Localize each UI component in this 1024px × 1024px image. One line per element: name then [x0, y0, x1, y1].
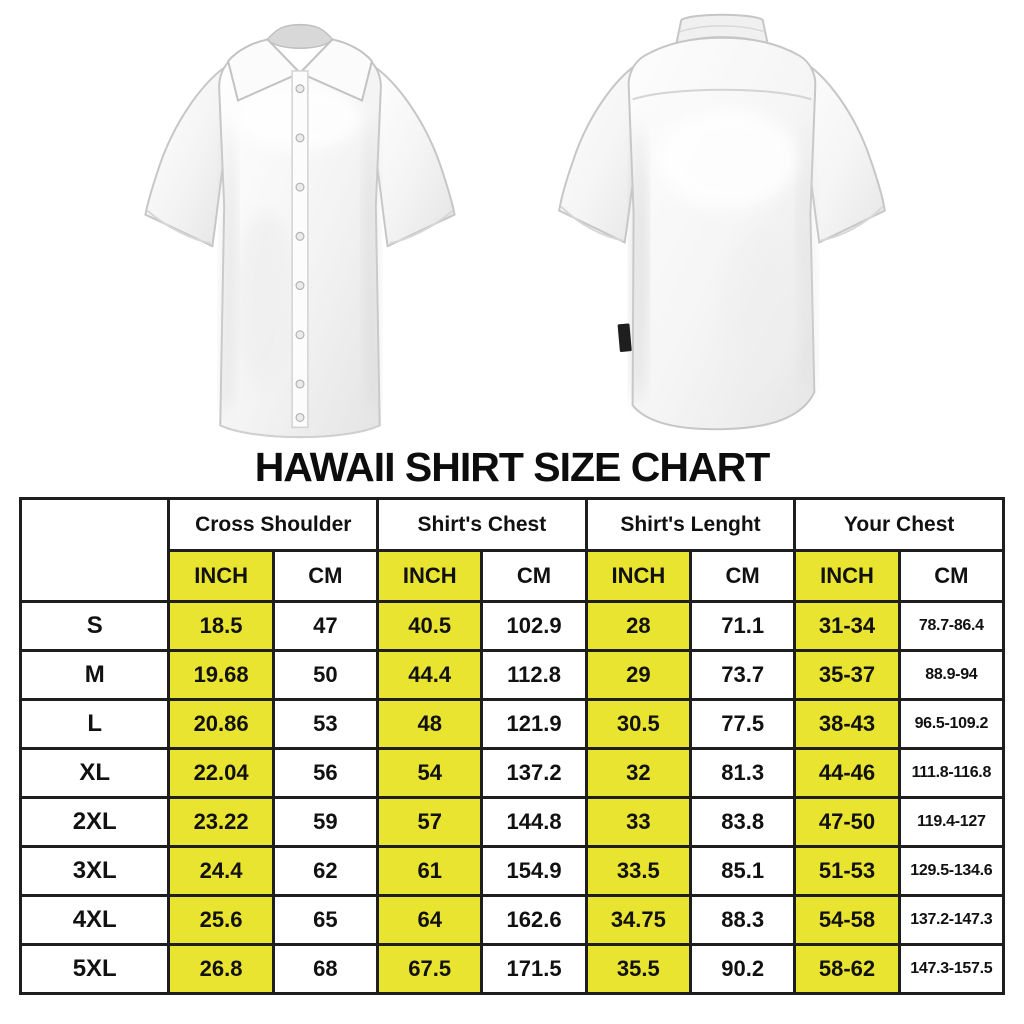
unit-header-cm-1: CM [482, 551, 586, 602]
group-header-row [21, 499, 1004, 551]
cm-value: 53 [273, 700, 377, 749]
inch-value: 19.68 [169, 651, 273, 700]
inch-value: 33 [586, 798, 690, 847]
cm-value: 171.5 [482, 945, 586, 994]
inch-value: 51-53 [795, 847, 899, 896]
unit-header-cm-2: CM [691, 551, 795, 602]
unit-header-inch-1: INCH [378, 551, 482, 602]
shirt-images [0, 0, 1024, 447]
inch-value: 57 [378, 798, 482, 847]
cm-value: 88.9-94 [899, 651, 1003, 700]
inch-value: 47-50 [795, 798, 899, 847]
group-header-cross-shoulder: Cross Shoulder [169, 499, 378, 551]
inch-value: 44-46 [795, 749, 899, 798]
cm-value: 78.7-86.4 [899, 602, 1003, 651]
shirt-back-image [532, 10, 912, 442]
cm-value: 129.5-134.6 [899, 847, 1003, 896]
size-label-3xl: 3XL [21, 847, 169, 896]
cm-value: 62 [273, 847, 377, 896]
size-row-m [21, 651, 1004, 700]
inch-value: 18.5 [169, 602, 273, 651]
size-row-2xl [21, 798, 1004, 847]
inch-value: 34.75 [586, 896, 690, 945]
cm-value: 144.8 [482, 798, 586, 847]
cm-value: 47 [273, 602, 377, 651]
size-row-3xl [21, 847, 1004, 896]
size-label-xl: XL [21, 749, 169, 798]
group-header-shirts-lenght: Shirt's Lenght [586, 499, 795, 551]
size-row-5xl [21, 945, 1004, 994]
group-header-your-chest: Your Chest [795, 499, 1004, 551]
cm-value: 77.5 [691, 700, 795, 749]
size-label-l: L [21, 700, 169, 749]
unit-header-cm-0: CM [273, 551, 377, 602]
cm-value: 119.4-127 [899, 798, 1003, 847]
cm-value: 121.9 [482, 700, 586, 749]
inch-value: 58-62 [795, 945, 899, 994]
cm-value: 147.3-157.5 [899, 945, 1003, 994]
cm-value: 111.8-116.8 [899, 749, 1003, 798]
inch-value: 38-43 [795, 700, 899, 749]
size-row-s [21, 602, 1004, 651]
cm-value: 83.8 [691, 798, 795, 847]
inch-value: 28 [586, 602, 690, 651]
inch-value: 33.5 [586, 847, 690, 896]
size-label-4xl: 4XL [21, 896, 169, 945]
inch-value: 67.5 [378, 945, 482, 994]
cm-value: 73.7 [691, 651, 795, 700]
cm-value: 50 [273, 651, 377, 700]
cm-value: 85.1 [691, 847, 795, 896]
inch-value: 23.22 [169, 798, 273, 847]
inch-value: 29 [586, 651, 690, 700]
unit-header-inch-3: INCH [795, 551, 899, 602]
size-label-s: S [21, 602, 169, 651]
inch-value: 22.04 [169, 749, 273, 798]
inch-value: 26.8 [169, 945, 273, 994]
corner-cell [21, 499, 169, 602]
size-label-2xl: 2XL [21, 798, 169, 847]
front-button-placket [292, 71, 308, 427]
cm-value: 88.3 [691, 896, 795, 945]
back-side-tag [618, 323, 632, 352]
inch-value: 31-34 [795, 602, 899, 651]
page-title: HAWAII SHIRT SIZE CHART [254, 444, 770, 490]
inch-value: 32 [586, 749, 690, 798]
inch-value: 44.4 [378, 651, 482, 700]
unit-header-inch-0: INCH [169, 551, 273, 602]
unit-header-inch-2: INCH [586, 551, 690, 602]
front-neck-opening [268, 25, 333, 49]
inch-value: 61 [378, 847, 482, 896]
size-row-xl [21, 749, 1004, 798]
cm-value: 96.5-109.2 [899, 700, 1003, 749]
inch-value: 35.5 [586, 945, 690, 994]
inch-value: 24.4 [169, 847, 273, 896]
size-label-m: M [21, 651, 169, 700]
size-row-4xl [21, 896, 1004, 945]
cm-value: 59 [273, 798, 377, 847]
cm-value: 56 [273, 749, 377, 798]
cm-value: 154.9 [482, 847, 586, 896]
shirt-front-image [116, 4, 484, 447]
cm-value: 65 [273, 896, 377, 945]
cm-value: 137.2-147.3 [899, 896, 1003, 945]
size-label-5xl: 5XL [21, 945, 169, 994]
inch-value: 54 [378, 749, 482, 798]
inch-value: 64 [378, 896, 482, 945]
inch-value: 54-58 [795, 896, 899, 945]
cm-value: 137.2 [482, 749, 586, 798]
inch-value: 35-37 [795, 651, 899, 700]
cm-value: 68 [273, 945, 377, 994]
cm-value: 102.9 [482, 602, 586, 651]
inch-value: 48 [378, 700, 482, 749]
inch-value: 20.86 [169, 700, 273, 749]
cm-value: 71.1 [691, 602, 795, 651]
inch-value: 25.6 [169, 896, 273, 945]
back-body [629, 38, 816, 429]
cm-value: 90.2 [691, 945, 795, 994]
size-chart-table [19, 497, 1005, 995]
size-row-l [21, 700, 1004, 749]
cm-value: 81.3 [691, 749, 795, 798]
inch-value: 30.5 [586, 700, 690, 749]
unit-header-cm-3: CM [899, 551, 1003, 602]
group-header-shirts-chest: Shirt's Chest [378, 499, 587, 551]
cm-value: 112.8 [482, 651, 586, 700]
inch-value: 40.5 [378, 602, 482, 651]
cm-value: 162.6 [482, 896, 586, 945]
